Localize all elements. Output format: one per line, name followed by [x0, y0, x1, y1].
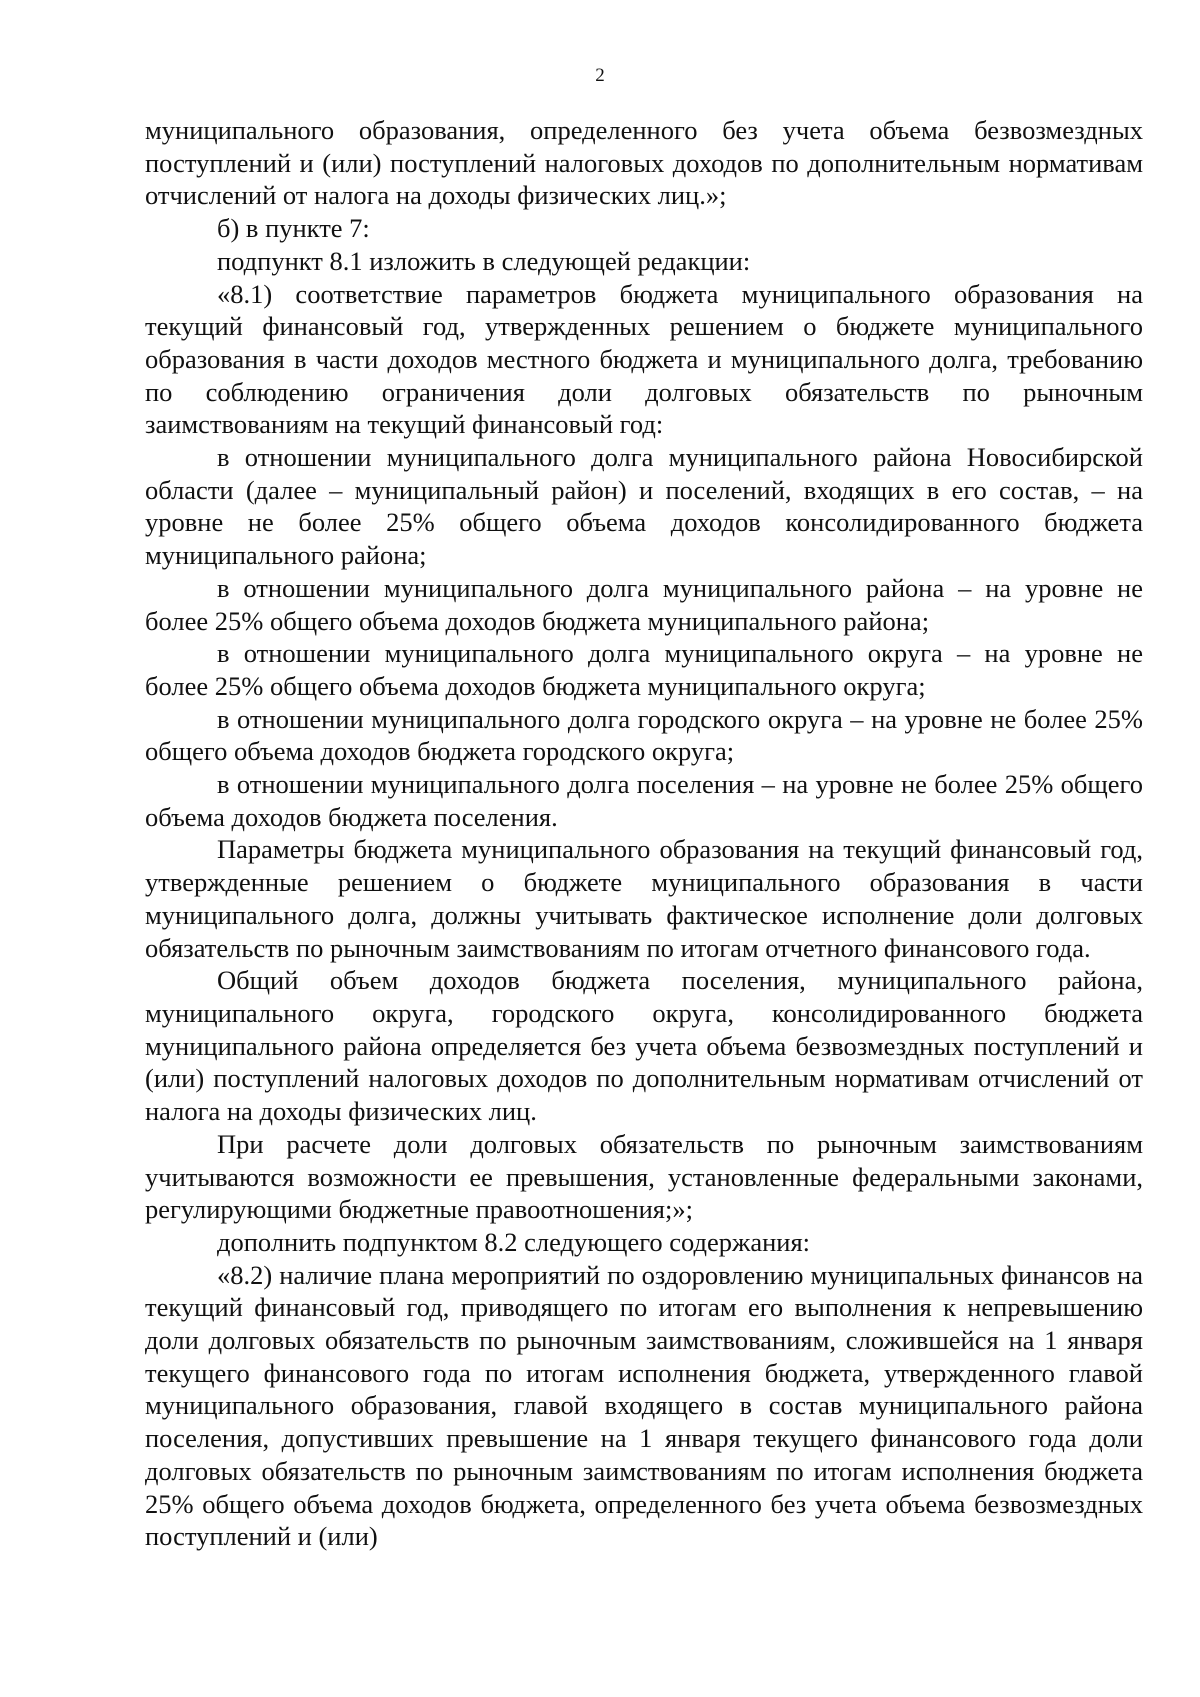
paragraph-item-b: б) в пункте 7: — [217, 213, 370, 244]
paragraph-settlement: в отношении муниципального долга поселения – на уровне не более 25% общего объема доходов бюджета поселения. — [145, 769, 1143, 832]
paragraph-8-1-text: «8.1) соответствие параметров бюджета муниципального образования на текущий финансовый год, утвержденных решением о бюджете муниципального образования в части доходов местного бюджета и муниципального долга, требованию по соблюдению ограничения доли долговых обязательств по рыночным заимствованиям на текущий финансовый год: — [145, 278, 1143, 440]
paragraph-add-subitem-8-2: дополнить подпунктом 8.2 следующего содержания: — [217, 1226, 811, 1257]
paragraph-budget-parameters: Параметры бюджета муниципального образования на текущий финансовый год, утвержденные решением о бюджете муниципального образования в части муниципального долга, должны учитывать фактическое исполнение доли долговых обязательств по рыночным заимствованиям по итогам отчетного финансового года. — [145, 834, 1143, 963]
paragraph-municipal-okrug: в отношении муниципального долга муниципального округа – на уровне не более 25% общего объема доходов бюджета муниципального округа; — [145, 638, 1143, 701]
page-number: 2 — [595, 65, 605, 86]
paragraph-district-consolidated: в отношении муниципального долга муниципального района Новосибирской области (далее – муниципальный район) и поселений, входящих в его состав, – на уровне не более 25% общего объема доходов консолидированного бюджета муниципального района; — [145, 442, 1143, 571]
document-body — [145, 114, 1143, 1553]
paragraph-8-2-text: «8.2) наличие плана мероприятий по оздоровлению муниципальных финансов на текущий финансовый год, приводящего по итогам его выполнения к непревышению доли долговых обязательств по рыночным заимствованиям, сложившейся на 1 января текущего финансового года по итогам исполнения бюджета, утвержденного главой муниципального образования, главой входящего в состав муниципального района поселения, допустивших превышение на 1 января текущего финансового года доли долговых обязательств по рыночным заимствованиям по итогам исполнения бюджета 25% общего объема доходов бюджета, определенного без учета объема безвозмездных поступлений и (или) — [145, 1259, 1143, 1552]
paragraph-subitem-8-1-intro: подпункт 8.1 изложить в следующей редакции: — [217, 245, 751, 276]
paragraph-total-revenue: Общий объем доходов бюджета поселения, муниципального района, муниципального округа, городского округа, консолидированного бюджета муниципального района определяется без учета объема безвозмездных поступлений и (или) поступлений налоговых доходов по дополнительным нормативам отчислений от налога на доходы физических лиц. — [145, 965, 1143, 1127]
paragraph-municipal-district: в отношении муниципального долга муниципального района – на уровне не более 25% общего объема доходов бюджета муниципального района; — [145, 572, 1143, 636]
paragraph-city-okrug: в отношении муниципального долга городского округа – на уровне не более 25% общего объема доходов бюджета городского округа; — [145, 703, 1143, 767]
paragraph-continuation: муниципального образования, определенного без учета объема безвозмездных поступлений и (или) поступлений налоговых доходов по дополнительным нормативам отчислений от налога на доходы физических лиц.»; — [145, 115, 1143, 211]
paragraph-calculation: При расчете доли долговых обязательств по рыночным заимствованиям учитываются возможности ее превышения, установленные федеральными законами, регулирующими бюджетные правоотношения;»; — [145, 1128, 1143, 1225]
